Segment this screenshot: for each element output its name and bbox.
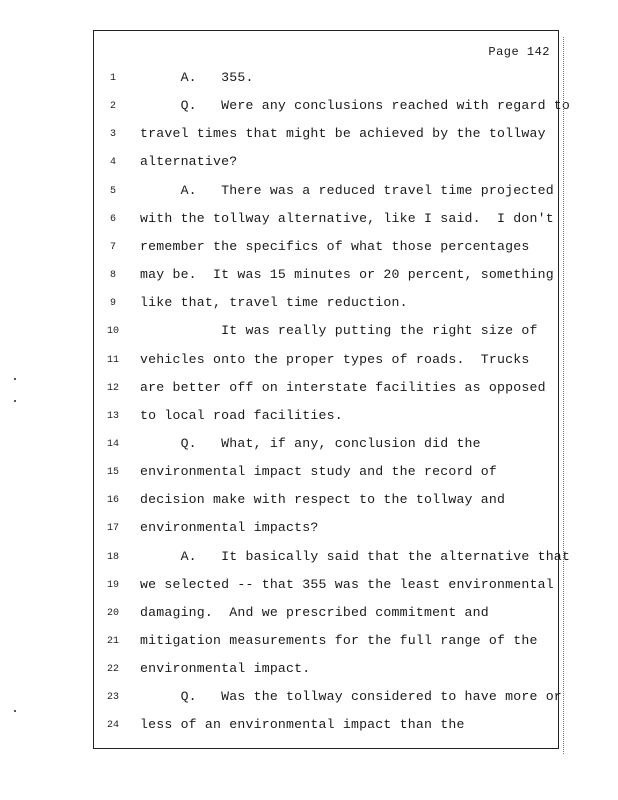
transcript-line (94, 379, 560, 399)
line-number: 12 (106, 382, 119, 394)
transcript-line (94, 604, 560, 624)
transcript-line (94, 491, 560, 511)
transcript-line (94, 716, 560, 736)
line-text: environmental impact. (140, 661, 311, 677)
line-text: travel times that might be achieved by the tollway (140, 126, 546, 142)
line-number: 19 (106, 579, 119, 591)
line-number: 10 (106, 326, 119, 338)
line-number: 21 (106, 636, 119, 647)
line-number: 7 (109, 241, 116, 253)
scan-artifact (14, 378, 16, 380)
transcript-line (94, 69, 560, 89)
transcript-line (94, 548, 571, 568)
line-number: 8 (109, 270, 116, 282)
line-number: 9 (109, 298, 116, 310)
line-number: 20 (106, 607, 119, 619)
line-text: damaging. And we prescribed commitment and (140, 604, 489, 620)
scan-artifact (14, 710, 16, 712)
transcript-line (94, 660, 560, 680)
line-text: It was really putting the right size of (140, 323, 538, 339)
line-number: 2 (109, 101, 116, 113)
line-number: 24 (106, 720, 119, 732)
transcript-line (94, 435, 560, 455)
line-text: with the tollway alternative, like I said. I don't (140, 210, 554, 226)
line-text: remember the specifics of what those percentages (140, 238, 530, 254)
transcript-line (94, 632, 560, 652)
line-number: 18 (106, 551, 119, 563)
line-number: 6 (109, 213, 116, 225)
line-number: 22 (106, 664, 119, 676)
line-text: A. There was a reduced travel time projected (140, 182, 554, 198)
transcript-line (94, 266, 560, 286)
line-number: 16 (106, 495, 119, 507)
transcript-line (94, 351, 560, 371)
line-number: 5 (109, 185, 116, 197)
line-number: 15 (106, 467, 119, 479)
line-number: 13 (106, 410, 119, 422)
transcript-line (94, 576, 560, 596)
line-text: A. 355. (140, 70, 254, 85)
line-text: Q. Were any conclusions reached with regard to (140, 98, 571, 114)
transcript-line (94, 97, 571, 117)
transcript-line (94, 519, 560, 539)
line-text: Q. Was the tollway considered to have more or (140, 689, 562, 705)
line-text: may be. It was 15 minutes or 20 percent, something (140, 267, 554, 283)
page-number: Page 142 (488, 45, 550, 59)
line-number: 4 (109, 157, 116, 169)
transcript-line (94, 294, 560, 314)
line-number: 1 (109, 73, 116, 84)
line-number: 23 (106, 692, 119, 704)
line-text: decision make with respect to the tollway and (140, 492, 506, 508)
transcript-line (94, 238, 560, 258)
line-text: A. It basically said that the alternative that (140, 548, 571, 564)
line-text: are better off on interstate facilities as opposed (140, 379, 546, 395)
transcript-line (94, 407, 560, 427)
line-text: environmental impact study and the record of (140, 464, 498, 480)
line-text: alternative? (140, 154, 238, 170)
line-number: 17 (106, 523, 119, 535)
line-number: 14 (106, 438, 119, 450)
line-number: 3 (109, 129, 116, 141)
line-text: mitigation measurements for the full range of the (140, 633, 538, 648)
transcript-line (94, 182, 560, 202)
transcript-line (94, 125, 560, 145)
transcript-page (93, 30, 571, 749)
line-text: Q. What, if any, conclusion did the (140, 435, 481, 451)
line-number: 11 (106, 354, 119, 366)
line-text: vehicles onto the proper types of roads. Trucks (140, 351, 530, 367)
line-text: like that, travel time reduction. (140, 295, 408, 311)
line-text: less of an environmental impact than the (140, 717, 465, 733)
line-text: we selected -- that 355 was the least environmental (140, 576, 554, 592)
transcript-line (94, 688, 560, 708)
transcript-line (94, 463, 560, 483)
transcript-line (94, 322, 560, 342)
line-text: to local road facilities. (140, 407, 343, 423)
line-text: environmental impacts? (140, 520, 319, 536)
transcript-line (94, 153, 560, 173)
scan-artifact (14, 400, 16, 402)
transcript-line (94, 210, 560, 230)
